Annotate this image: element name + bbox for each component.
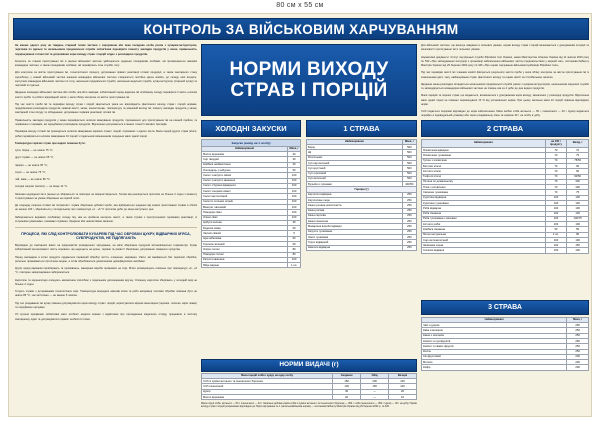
cell-name: Цибуля зелена — [202, 220, 288, 225]
left-intro: Не менше одного разу на тиждень старший технік частини з харчування або інша посадова особа разом з кухарем-інструктором, черговим по їдальні та начальником продовольчої служби зобов'язані перевіряти повноту закладки продуктів у казан, правильність порціонування готової їжі та дотримання норм виходу страв і порцій згідно з розкладкою продуктів. — [15, 44, 197, 56]
table-row — [202, 395, 417, 400]
cell-mass: 200 — [567, 365, 589, 370]
cell-name: Горох відварний — [307, 240, 403, 245]
cell-out: 150 — [567, 243, 589, 248]
cell-name: Чай з цукром — [422, 323, 567, 328]
cell-mass: 40 — [288, 162, 301, 167]
cell-mass: 250 — [402, 203, 416, 208]
cell-breakfast: 30 — [333, 389, 361, 394]
cell-per100: 70 — [545, 158, 567, 163]
cell-per100: 70 — [545, 179, 567, 184]
cell-name: Редиска свіжа — [202, 226, 288, 231]
cell-mass: 250 — [402, 208, 416, 213]
cell-out: 100 — [567, 200, 589, 205]
left-list-item-2: гарніри — не нижче 65 °С; — [15, 163, 48, 167]
cell-lunch: 200 — [361, 379, 389, 384]
cell-mass: 500 — [402, 150, 416, 155]
cell-mass: 30 — [288, 220, 301, 225]
norms-header-dinner: Вечеря — [389, 374, 417, 379]
cell-out: 100 — [567, 206, 589, 211]
left-section-title: ПРОЦЕСИ, ЯКІ СЛІД КОНТРОЛЮВАТИ КУХАРЕВІ ПІД ЧАС ОБРОБКИ ЦУКРУ, ВІДВАРНИХ М'ЯСА, СУБПРОДУКТІВ, НЕ ПІДЛЯГАЮТЬ — [21, 231, 191, 241]
left-text-column — [15, 44, 197, 412]
cell-mass: 500 — [402, 155, 416, 160]
cell-out: 75 — [567, 153, 589, 158]
cell-mass: 80 — [288, 247, 301, 252]
cell-name: Помідори свіжі — [202, 210, 288, 215]
cell-name: Сік фруктовий — [422, 354, 567, 359]
third-course-table — [421, 317, 589, 371]
cell-name: Ковбаса напівкопчена — [202, 162, 288, 167]
cell-name: Картопля відварна — [307, 192, 403, 197]
cell-per100: 100 — [545, 211, 567, 216]
cell-mass: 50 — [288, 241, 301, 246]
left-p7: Залишки недоїденої їжі в їдальні не збираються та повторно не використовуються. Готова їжа реалізується протягом не більше 2 годин з моменту її приготування за умови зберігання на гарячій плиті. — [15, 192, 197, 200]
cell-name: Борщ — [307, 145, 403, 150]
cell-per100: 100 — [545, 216, 567, 221]
norms-header-breakfast: Сніданок — [333, 374, 361, 379]
cell-name: Гуляш з яловичини — [422, 158, 546, 163]
left-list-item-0: супи, борщі — не нижче 75 °С; — [15, 149, 54, 153]
cell-mass: 100 — [288, 173, 301, 178]
section-chip-norms: НОРМИ ВИДАЧІ (г) — [201, 359, 417, 372]
right-p2: Нормативні документи: Статут внутрішньої служби Збройних Сил України, наказ Міністерства оборони України від 11 жовтня 2016 року № 530 «Про затвердження Інструкції з організації забезпечення військових частин продовольством у мирний час», постанова Кабінету Міністрів України від 29 березня 2002 року № 426 «Про норми харчування військовослужбовців Збройних Сил». — [421, 55, 589, 68]
cell-per100: 70 — [545, 169, 567, 174]
cell-breakfast: 20 — [333, 395, 361, 400]
cell-name: Суп молочний — [307, 176, 403, 181]
cell-name: Салат із солоних огірків — [202, 199, 288, 204]
cell-name: Каша гречана розсипчаста — [307, 203, 403, 208]
cell-name: Розсольник — [307, 155, 403, 160]
cell-name: Какао з молоком — [422, 333, 567, 338]
cell-name: Суп картопляний — [307, 161, 403, 166]
cell-breakfast: 150 — [333, 379, 361, 384]
cell-name: Масло вершкове — [202, 152, 288, 157]
table-row — [307, 245, 417, 250]
cell-per100: 70 — [545, 153, 567, 158]
poster-canvas — [8, 13, 592, 417]
right-p3: Під час перевірки якості їжі членами комісії фіксуються результати зняття проби у книзі обліку контролю за якістю приготування їжі із зазначенням дати, часу, найменування страв, фактичного виходу та оцінки якості за п'ятибальною шкалою. — [421, 71, 589, 79]
cell-name: Молоко — [422, 360, 567, 365]
cell-name: Капуста тушкована — [307, 229, 403, 234]
cell-name: Салат з капусти свіжої — [202, 173, 288, 178]
cell-mass: 100 — [288, 189, 301, 194]
second-header-out: Вихід, г — [567, 140, 589, 148]
cell-name: Оселедець з цибулею — [202, 168, 288, 173]
cell-mass: 5 — [288, 231, 301, 236]
cell-mass: 100 — [288, 257, 301, 262]
cell-name: Часник свіжий — [202, 231, 288, 236]
cell-mass: 100 — [288, 178, 301, 183]
cell-name: Макаронні вироби відварні — [307, 224, 403, 229]
cell-name: Горошок зелений — [202, 241, 288, 246]
section-chip-second-course: 2 СТРАВА — [421, 120, 589, 137]
cell-mass: 20 — [288, 152, 301, 157]
left-p5: Правильність закладки продуктів у казан перевіряється шляхом зважування продуктів, призначених для приготування їжі на кожний прийом, та порівняння з нормами, які передбачені розкладкою продуктів. Відхилення допускаються в межах точності вагових приладів. — [15, 118, 197, 126]
cell-out: 100 — [567, 248, 589, 253]
cell-mass: 250 — [402, 229, 416, 234]
first-header-mass: Маса, г — [402, 140, 416, 145]
cell-mass: 250 — [402, 240, 416, 245]
left-divider — [15, 227, 197, 228]
cell-mass: 250 — [567, 333, 589, 338]
cell-name: Цукор — [202, 389, 333, 394]
cell-mass: 100 — [288, 210, 301, 215]
cell-name: Сир твердий — [202, 157, 288, 162]
cell-name: Яловичина тушкована — [422, 153, 546, 158]
cell-mass: 500 — [402, 166, 416, 171]
cell-mass: 200 — [567, 360, 589, 365]
norms-header-name: Маса порцій хліба і цукру на одну особу — [202, 374, 333, 379]
cell-mass: 500 — [402, 176, 416, 181]
banner-line-1: НОРМИ ВИХОДУ — [229, 58, 389, 80]
cell-name: Масло вершкове — [202, 395, 333, 400]
cell-name: Каша пшенична — [307, 219, 403, 224]
cell-dinner: 20 — [389, 389, 417, 394]
right-p5: Маса гарнірів та перших страв, що видаються, визначається з урахуванням норм виходу, зазначених у розкладці продуктів. Відхилення маси однієї порції не повинно перевищувати ±3 % від установленої норми. При цьому загальна маса 10 порцій повинна відповідати нормі. — [421, 94, 589, 106]
cell-name: Яєчня натуральна — [422, 232, 546, 237]
cell-mass: 100 — [288, 199, 301, 204]
cell-out: 100 — [567, 237, 589, 242]
cell-out: 90 — [567, 232, 589, 237]
cell-mass: 1 шт. — [288, 263, 301, 268]
left-list-head: Температура гарячих страв при видачі повинна бути: — [15, 141, 86, 145]
left-p2: Для контролю за якістю приготування їжі, технологічного процесу, дотримання правил реалізації готової продукції, а також санітарного стану харчоблоку у кожній військовій частині наказом командира військової частини створюється постійно діюча комісія, до складу якої входять: заступник командира військової частини по тилу, начальник продовольчої служби, начальник медичної служби, кухар-інструктор (старший кухар) та черговий по їдальні. — [15, 71, 197, 88]
table-row — [202, 263, 301, 268]
first-course-table — [306, 139, 417, 251]
left-p4: Під час зняття проби їжі та перевірки виходу страв і порцій звертається увага на: відповідність фактичного виходу страв і порцій нормам, передбаченим розкладкою продуктів; смакові якості, запах, консистенцію, температуру та зовнішній вигляд їжі; повноту закладки продуктів у казан; санітарний стан посуду та обладнання; дотримання термінів реалізації готової їжі. — [15, 102, 197, 115]
left-p3: Щоденно командир військової частини або особа, яка його заміщає, зобов'язаний перед видачею їжі особовому складу перевіряти її якість шляхом зняття проби та робити відповідний запис у книзі обліку контролю за якістю приготування їжі. — [15, 91, 197, 99]
cell-mass: 250 — [567, 323, 589, 328]
cell-name: Сир кисломолочний — [422, 237, 546, 242]
cell-per100: 100 — [545, 248, 567, 253]
left-p8: До осередку охорони готової їжі потрапляє і термін зберігання добової проби, яка відбирається щоденно від кожної приготованої страви в обсязі не менше 100 г, зберігається у холодильнику при температурі +2…+6 °С протягом доби до кінця наступного дня. — [15, 204, 197, 212]
cell-name: Тефтелі м'ясні — [422, 174, 546, 179]
cell-mass: 250 — [402, 224, 416, 229]
cell-mass: 100 — [288, 215, 301, 220]
left-s1: Відповідно до санітарних вимог на підприємстві громадського харчування, на місці зберігання продуктів встановлюються термометри. Кухар зобов'язаний контролювати: якість сировини, що надходить на кухню, терміни та умови її зберігання, дотримання товарного сусідства. — [15, 244, 197, 252]
cell-mass: 50 — [288, 168, 301, 173]
cell-per100: 100 — [545, 195, 567, 200]
cell-out: 75 — [567, 190, 589, 195]
cell-name: Риба смажена — [422, 211, 546, 216]
first-course-block — [306, 139, 417, 251]
cell-name: Компот із свіжих фруктів — [422, 344, 567, 349]
right-p4: Щоденне меню-розкладка складається начальником продовольчої служби разом з кухарем-інструктором, начальником медичної служби та затверджується командиром військової частини не пізніше ніж за 2 доби до дня видачі продуктів. — [421, 82, 589, 91]
left-s3: Крупи перед варінням перебирають та промивають, макаронні вироби промивати не слід. М'ясо розморожують повільно при температурі +4…+6 °С, повторне заморожування забороняється. — [15, 267, 197, 275]
poster-title: КОНТРОЛЬ ЗА ВІЙСЬКОВИМ ХАРЧУВАННЯМ — [143, 21, 459, 37]
cell-mass: 400/50 — [402, 182, 416, 187]
cell-name: Огірки солоні — [202, 247, 288, 252]
left-p9: Забороняється видавати особовому складу їжу, яка не пройшла контроль якості, а також страви з простроченими термінами реалізації, із сторонніми домішками, ознаками псування, бродіння або невластивим запахом. — [15, 215, 197, 223]
cell-per100: 50 — [545, 227, 567, 232]
cell-name: Котлети м'ясні — [422, 169, 546, 174]
cell-lunch: — — [361, 389, 389, 394]
table-row — [422, 365, 589, 370]
cell-mass: 250 — [402, 234, 416, 239]
section-chip-cold-snacks: ХОЛОДНІ ЗАКУСКИ — [201, 120, 301, 137]
cell-name: Суп круп'яний — [307, 166, 403, 171]
cell-dinner: 100 — [389, 384, 417, 389]
cell-lunch: — — [361, 395, 389, 400]
left-p1: Контроль за станом приготування їжі в їдальні військової частини здійснюється щоденно посадовими особами, які призначаються наказом командира частини, а також посадовими особами, які перевіряють стан служби тилу. — [15, 59, 197, 68]
right-p6: Хліб подається порціями відповідно до норм забезпечення. Маса скибки хліба житнього — 50 г, пшеничного — 40 г. Цукор видається порційно в індивідуальній упаковці або через роздавальну лінію за нормою 30 г на особу в добу. — [421, 110, 589, 118]
cell-out: 75/50 — [567, 158, 589, 163]
cell-out: 100 — [567, 222, 589, 227]
cell-per100: 70 — [545, 174, 567, 179]
first-header-name: Найменування — [307, 140, 403, 145]
main-banner — [201, 44, 417, 116]
cell-mass: 250 — [567, 349, 589, 354]
cell-per100: 100 — [545, 200, 567, 205]
cell-name: Курятина відварна — [422, 195, 546, 200]
cell-name: Каша рисова — [307, 208, 403, 213]
second-header-per100: на 100 г продукту — [545, 140, 567, 148]
cold-snacks-table — [201, 146, 301, 268]
norms-block — [201, 373, 417, 409]
cell-out: 90 — [567, 163, 589, 168]
cell-dinner: 100 — [389, 379, 417, 384]
cell-name: Огірки свіжі — [202, 215, 288, 220]
cell-name: Овочі тушковані — [307, 234, 403, 239]
cell-name: Суп гороховий — [307, 171, 403, 176]
cell-name: Щі — [307, 150, 403, 155]
cell-out: 70 — [567, 148, 589, 153]
cell-name: Кава з молоком — [422, 328, 567, 333]
cell-mass: 500 — [402, 145, 416, 150]
section-chip-first-course: 1 СТРАВА — [306, 120, 417, 137]
cell-name: Сосиски відварні — [422, 248, 546, 253]
cell-mass: 200 — [567, 354, 589, 359]
banner-line-2: СТРАВ І ПОРЦІЙ — [230, 79, 388, 101]
cell-name: Квасоля відварна — [307, 245, 403, 250]
cell-mass: 250 — [567, 344, 589, 349]
cold-snacks-block — [201, 139, 301, 268]
cell-out: 100 — [567, 195, 589, 200]
third-header-name: Найменування — [422, 318, 567, 323]
cell-name: Кефір — [422, 365, 567, 370]
second-header-name: Найменування — [422, 140, 546, 148]
cell-per100: 100 — [545, 222, 567, 227]
cell-per100: 100 — [545, 243, 567, 248]
right-text-column — [421, 44, 589, 294]
cell-name: Картопляне пюре — [307, 197, 403, 202]
cell-mass: 60 — [288, 236, 301, 241]
cold-header-name: Найменування — [202, 147, 288, 152]
cell-breakfast: 100 — [333, 384, 361, 389]
cell-mass: 250 — [402, 197, 416, 202]
cell-mass: 250 — [567, 339, 589, 344]
cell-name: Вінегрет овочевий — [202, 204, 288, 209]
poster-dimension-label: 80 см х 55 см — [276, 2, 324, 9]
cell-name: Кисіль — [422, 349, 567, 354]
cell-per100: 100 — [545, 237, 567, 242]
left-s7: Усі кухонні працівники зобов'язані мати особисті медичні книжки з відмітками про проходження медичного огляду, працювати в чистому санітарному одязі та дотримуватися правил особистої гігієни. — [15, 313, 197, 321]
cell-mass: 500 — [402, 161, 416, 166]
first-course-sub-title: Гарніри (г) — [307, 187, 417, 192]
cell-lunch: 150 — [361, 384, 389, 389]
cell-name: Салат картопляний — [202, 194, 288, 199]
cell-name: Яловичина відварна — [422, 148, 546, 153]
left-p6: Перевірка виходу готової їжі проводиться шляхом зважування окремих страв і порцій, отриманих з одного котла. Маса порцій других страв (м'ясо, риба) перевіряється шляхом зважування 10 порцій з подальшим визначенням середньої маси однієї порції. — [15, 130, 197, 138]
cell-name: Риба тушкована з овочами — [422, 216, 546, 221]
left-s2: Перед закладкою в котел продукти піддаються первинній обробці: миття, очищення, нарізання. Овочі, які вживаються без термічної обробки, ретельно промиваються проточною водою, а потім обробляються дозволеними дезінфікуючими засобами. — [15, 255, 197, 263]
cell-name: Хліб із суміші житнього та пшеничного борошна — [202, 379, 333, 384]
cell-mass: 80 — [288, 252, 301, 257]
left-s5: Готують страви з дотриманням технологічних карт. Температура всередині шматків м'яса та риби наприкінці теплової обробки повинна бути не нижче 85 °С, час кип'ятіння — не менше 5 хвилин. — [15, 290, 197, 298]
norms-footnote: Маса порції хліба: житнього — 50 г, пшеничного — 40 г. Загальна добова норма хліба із суміші житнього та пшеничного борошна — 450 г, хліба пшеничного — 350 г. Цукор — 30 г на добу. Норми виходу страв і порцій розраховано відповідно до Норм харчування № 1 (загальновійськова норма) — постанова Кабінету Міністрів України від 29 березня 2002 р. № 426. — [201, 401, 417, 409]
third-header-mass: Маса, г — [567, 318, 589, 323]
cell-mass: 250 — [402, 213, 416, 218]
cell-name: Помідори солоні — [202, 252, 288, 257]
cell-out: 90 — [567, 169, 589, 174]
cell-per100: 2 шт. — [545, 232, 567, 237]
cell-per100: 70 — [545, 185, 567, 190]
cell-name: Каша перлова — [307, 213, 403, 218]
norms-table — [201, 373, 417, 400]
cell-per100: 100 — [545, 206, 567, 211]
cell-mass: 250 — [567, 328, 589, 333]
left-list-item-5: холодні закуски (салати) — не вище 14 °С. — [15, 185, 68, 189]
cell-name: Котлети рибні — [422, 222, 546, 227]
cell-name: Яйце варене — [202, 263, 288, 268]
section-chip-third-course: 3 СТРАВА — [421, 300, 589, 315]
cell-name: Курятина тушкована — [422, 200, 546, 205]
cell-out: 90/50 — [567, 174, 589, 179]
cell-out: 50 — [567, 227, 589, 232]
cell-out: 300 — [567, 185, 589, 190]
cell-name: Хліб пшеничний — [202, 384, 333, 389]
left-list-item-4: чай, кава — не нижче 80 °С; — [15, 178, 51, 182]
cell-name: Риба відварна — [422, 206, 546, 211]
cold-header-mass: Маса, г — [288, 147, 301, 152]
cell-name: Капуста квашена — [202, 257, 288, 262]
cell-out: 300 — [567, 179, 589, 184]
third-course-block — [421, 317, 589, 371]
cell-name: Свинина тушкована — [422, 190, 546, 195]
left-s4: Картоплю та коренеплоди очищують механічним способом з подальшим доочищенням вручну. Очищену картоплю зберігають у холодній воді не більше 2 годин. — [15, 278, 197, 286]
cell-mass: 100 — [288, 183, 301, 188]
cell-mass: 250 — [402, 219, 416, 224]
cell-out: 100/75 — [567, 216, 589, 221]
cell-mass: 250 — [402, 192, 416, 197]
cell-name: Запіканка сирна — [422, 243, 546, 248]
cell-out: 100 — [567, 211, 589, 216]
cell-name: Бульйон з грінками — [307, 182, 403, 187]
poster-header — [13, 18, 589, 40]
cell-name: Салат з капусти квашеної — [202, 178, 288, 183]
right-p1: Для військової частини, що виконує завдання в польових умовах, норми виходу страв і порцій визначаються з урахуванням ситуації та можливості приготування їжі в польових умовах. — [421, 44, 589, 52]
cell-name: Печеня по-домашньому — [422, 179, 546, 184]
left-list-item-3: соуси — не нижче 75 °С; — [15, 170, 46, 174]
cell-mass: 60 — [288, 226, 301, 231]
cell-name: Ікра кабачкова — [202, 236, 288, 241]
cell-name: Салат з буряка відварного — [202, 183, 288, 188]
left-list-item-1: другі страви — не нижче 65 °С; — [15, 156, 54, 160]
cell-per100: 70 — [545, 148, 567, 153]
cell-dinner: 10 — [389, 395, 417, 400]
cell-mass: 30 — [288, 157, 301, 162]
cell-name: Компот із сухофруктів — [422, 339, 567, 344]
cell-mass: 250 — [402, 245, 416, 250]
cell-name: Ковбаса смажена — [422, 227, 546, 232]
cell-mass: 100 — [288, 194, 301, 199]
cold-table-title: Закуски (вихід на 1 особу) — [201, 139, 301, 146]
left-s6: Під час роздавання їжі кухар повинен дотримуватися норм виходу страв і порцій, користуватися мірним інвентарем (черпаки, лопатки, мірні ложки) та порційними щипцями. — [15, 301, 197, 309]
cell-mass: 500 — [402, 171, 416, 176]
cell-name: Плов з яловичини — [422, 185, 546, 190]
cell-name: Биточки м'ясні — [422, 163, 546, 168]
cell-per100: 70 — [545, 163, 567, 168]
cell-per100: 70 — [545, 190, 567, 195]
norms-header-lunch: Обід — [361, 374, 389, 379]
cell-name: Салат з моркви свіжої — [202, 189, 288, 194]
cell-mass: 100 — [288, 204, 301, 209]
